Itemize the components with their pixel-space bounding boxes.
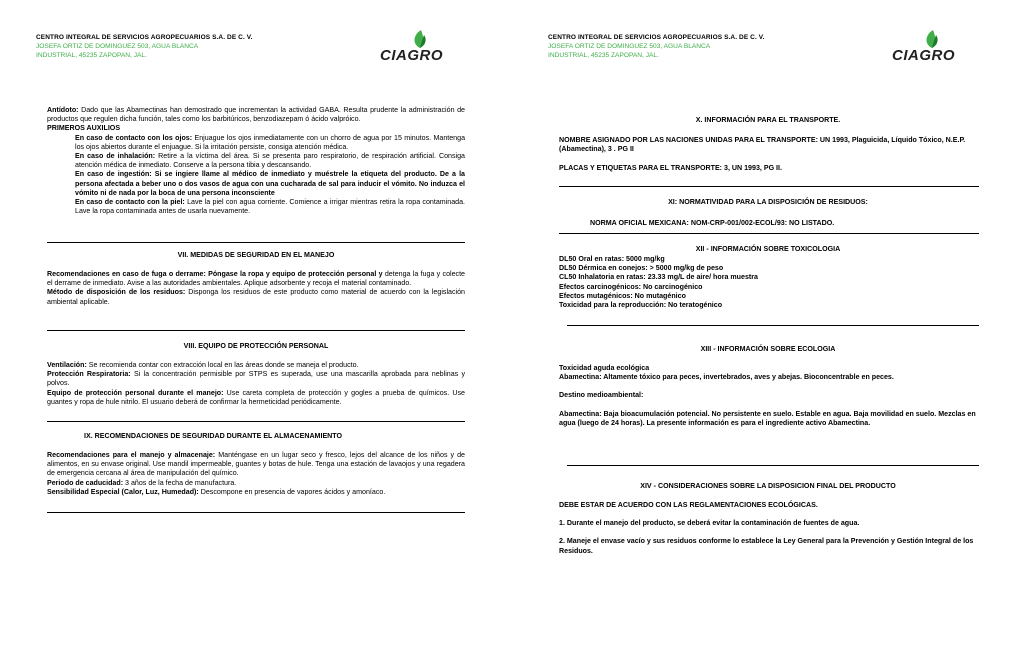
almacenaje-text: Manténgase en un lugar seco y fresco, lejos del alcance de los niños y de alimentos, en su envase original. Use mandil impermeable, guantes y botas de hule. Tenga una estación de lavaojos y una regadera de emergencia cercana al área de manipulación del químico. bbox=[47, 451, 465, 478]
almacenaje-label: Recomendaciones para el manejo y almacenaje: bbox=[47, 451, 216, 459]
eco-line: Destino medioambiental: bbox=[559, 391, 644, 400]
divider bbox=[47, 421, 465, 422]
xiv-line: 2. Maneje el envase vacío y sus residuos conforme lo establece la Ley General para la Prevención y Gestión Integral de los Residuos. bbox=[559, 537, 974, 555]
piel-text: Lave la piel con agua corriente. Comience a irrigar mientras retira la ropa contaminada. Lave la ropa contaminada antes de usarla nuevamente. bbox=[75, 198, 465, 216]
disposicion-label: Método de disposición de los residuos: bbox=[47, 288, 186, 297]
antidoto-label: Antídoto: bbox=[47, 106, 79, 114]
divider bbox=[47, 330, 465, 331]
primeros-auxilios-heading: PRIMEROS AUXILIOS bbox=[47, 124, 121, 133]
tox-line: Toxicidad para la reproducción: No teratogénico bbox=[559, 301, 723, 310]
tox-line: DL50 Oral en ratas: 5000 mg/kg bbox=[559, 255, 665, 263]
tox-line: Efectos carcinogénicos: No carcinogénico bbox=[559, 282, 703, 291]
divider bbox=[559, 233, 979, 234]
xiv-line: DEBE ESTAR DE ACUERDO CON LAS REGLAMENTACIONES ECOLÓGICAS. bbox=[559, 501, 818, 509]
divider bbox=[47, 242, 465, 243]
respiratoria-text: Si la concentración permisible por STPS es superada, use una mascarilla aprobada para neblinas y polvos. bbox=[47, 370, 466, 388]
fuga-bold: Póngase la ropa y equipo de protección personal y bbox=[205, 270, 383, 278]
address-line-2: INDUSTRIAL, 45235 ZAPOPAN, JAL. bbox=[548, 52, 659, 59]
fuga-text: detenga la fuga y colecte el derrame de inmediato. Avise a las autoridades ambientales. Aplique adsorbente y recoja el material contaminado. bbox=[47, 270, 465, 288]
inhalacion-label: En caso de inhalación: bbox=[75, 152, 156, 161]
ecology-content bbox=[559, 364, 979, 428]
caducidad-text: 3 años de la fecha de manufactura. bbox=[123, 478, 237, 487]
section-viii-title: VIII. EQUIPO DE PROTECCIÓN PERSONAL bbox=[183, 342, 329, 350]
company-name: CENTRO INTEGRAL DE SERVICIOS AGROPECUARIOS S.A. DE C. V. bbox=[36, 34, 253, 41]
ojos-text: Enjuague los ojos inmediatamente con un chorro de agua por 15 minutos. Mantenga los ojos abiertos durante el enjuague. Si la irritación persiste, consiga atención médica. bbox=[75, 133, 466, 151]
section-x-title: X. INFORMACIÓN PARA EL TRANSPORTE. bbox=[695, 116, 841, 124]
ojos-label: En caso de contacto con los ojos: bbox=[75, 133, 193, 142]
section-vii-content bbox=[47, 270, 465, 307]
respiratoria-label: Protección Respiratoria: bbox=[47, 370, 131, 379]
fuga-label: Recomendaciones en caso de fuga o derrame: bbox=[47, 270, 206, 278]
divider bbox=[567, 465, 979, 466]
sensibilidad-text: Descompone en presencia de vapores ácidos y amoníaco. bbox=[198, 487, 386, 496]
ingestion-text: En caso de ingestión: Si se ingiere llame al médico de inmediato y muéstrele la etiqueta del producto. De a la persona afectada a beber uno o dos vasos de agua con una cucharada de sal para inducir el vómito. No induzca el vómito ni de nada por la boca de una persona inconsciente bbox=[75, 170, 465, 197]
company-logo bbox=[892, 28, 955, 64]
company-name: CENTRO INTEGRAL DE SERVICIOS AGROPECUARIOS S.A. DE C. V. bbox=[548, 34, 765, 41]
eco-line: Toxicidad aguda ecológica bbox=[559, 364, 650, 372]
caducidad-label: Periodo de caducidad: bbox=[47, 478, 124, 487]
equipo-text: Use careta completa de protección y gogles a prueba de químicos. Use guantes y ropa de hule nitrilo. El usuario deberá de confirmar la hermeticidad periódicamente. bbox=[47, 388, 465, 406]
transport-name: NOMBRE ASIGNADO POR LAS NACIONES UNIDAS PARA EL TRANSPORTE: UN 1993, Plaguicida, Líquido Tóxico, N.E.P. (Abamectina), 3 . PG II bbox=[559, 136, 966, 154]
divider bbox=[559, 186, 979, 187]
section-xi-title: XI: NORMATIVIDAD PARA LA DISPOSICIÓN DE RESIDUOS: bbox=[668, 198, 868, 206]
logo-text: CIAGRO bbox=[892, 47, 955, 64]
ventilacion-label: Ventilación: bbox=[47, 361, 87, 369]
ventilacion-text: Se recomienda contar con extracción local en las áreas donde se maneja el producto. bbox=[86, 361, 359, 369]
divider bbox=[47, 512, 465, 513]
address-line-1: JOSEFA ORTIZ DE DOMINGUEZ 503, AGUA BLANCA bbox=[36, 43, 199, 50]
inhalacion-text: Retire a la víctima del área. Si se presenta paro respiratorio, de respiración artificial. Consiga atención médica de inmediato. Conserve a la persona tibia y descansando. bbox=[75, 152, 465, 170]
left-content bbox=[47, 106, 465, 216]
section-xii-title: XII - INFORMACIÓN SOBRE TOXICOLOGIA bbox=[695, 245, 841, 253]
section-xiv-title: XIV - CONSIDERACIONES SOBRE LA DISPOSICION FINAL DEL PRODUCTO bbox=[640, 482, 896, 490]
piel-label: En caso de contacto con la piel: bbox=[75, 198, 185, 207]
xiv-line: 1. Durante el manejo del producto, se deberá evitar la contaminación de fuentes de agua. bbox=[559, 519, 860, 528]
address-line-1: JOSEFA ORTIZ DE DOMINGUEZ 503, AGUA BLANCA bbox=[548, 43, 711, 50]
section-ix-content bbox=[47, 451, 465, 497]
xiv-content bbox=[559, 501, 979, 556]
disposicion-text: Disponga los residuos de este producto como material de acuerdo con la legislación ambiental aplicable. bbox=[47, 288, 465, 306]
tox-line: DL50 Dérmica en conejos: > 5000 mg/kg de peso bbox=[559, 264, 724, 273]
logo-text: CIAGRO bbox=[380, 47, 443, 64]
equipo-label: Equipo de protección personal durante el manejo: bbox=[47, 388, 224, 397]
section-xiii-title: XIII - INFORMACIÓN SOBRE ECOLOGIA bbox=[700, 345, 836, 353]
toxicology-list bbox=[559, 255, 979, 310]
norma-oficial: NORMA OFICIAL MEXICANA: NOM-CRP-001/002-ECOL/93: NO LISTADO. bbox=[590, 219, 835, 227]
section-ix-title: IX. RECOMENDACIONES DE SEGURIDAD DURANTE EL ALMACENAMIENTO bbox=[84, 432, 343, 440]
section-vii-title: VII. MEDIDAS DE SEGURIDAD EN EL MANEJO bbox=[177, 251, 335, 259]
transport-labels: PLACAS Y ETIQUETAS PARA EL TRANSPORTE: 3, UN 1993, PG II. bbox=[559, 164, 782, 172]
section-viii-content bbox=[47, 361, 465, 407]
eco-line: Abamectina: Baja bioacumulación potencial. No persistente en suelo. Estable en agua. Baja movilidad en suelo. Mezclas en agua (luego de 24 horas). La presente información es para el ingrediente activo Abamectina. bbox=[559, 409, 976, 427]
company-logo bbox=[380, 28, 443, 64]
eco-line: Abamectina: Altamente tóxico para peces, invertebrados, aves y abejas. Bioconcentrable en peces. bbox=[559, 373, 894, 382]
sensibilidad-label: Sensibilidad Especial (Calor, Luz, Humedad): bbox=[47, 487, 199, 496]
divider bbox=[567, 325, 979, 326]
page-right bbox=[512, 0, 1024, 663]
tox-line: Efectos mutagénicos: No mutagénico bbox=[559, 291, 686, 300]
antidoto-text: Dado que las Abamectinas han demostrado que incrementan la actividad GABA. Resulta prudente la administración de productos que regulen dicha función, tales como los barbitúricos, benzodiazepam ó ácido valpróico. bbox=[47, 106, 465, 124]
address-line-2: INDUSTRIAL, 45235 ZAPOPAN, JAL. bbox=[36, 52, 147, 59]
tox-line: CL50 Inhalatoria en ratas: 23.33 mg/L de aire/ hora muestra bbox=[559, 273, 758, 282]
